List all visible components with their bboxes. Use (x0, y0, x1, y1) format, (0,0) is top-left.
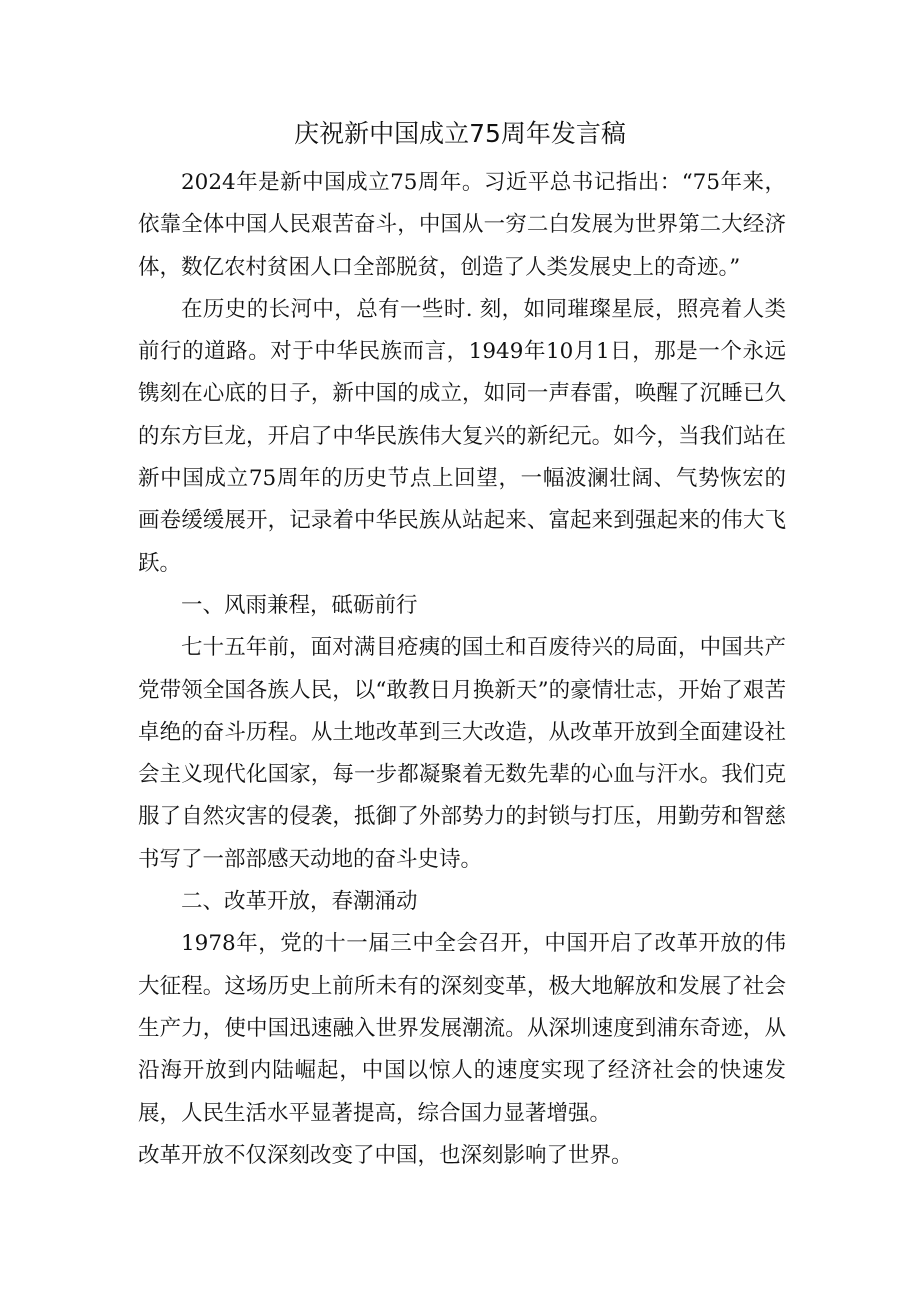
document-title: 庆祝新中国成立75周年发言稿 (294, 119, 626, 148)
paragraph-history: 在历史的长河中，总有一些时. 刻，如同璀璨星辰，照亮着人类前行的道路。对于中华民族而言，1949年10月1日，那是一个永远镌刻在心底的日子，新中国的成立，如同一声春雷，唤醒了沉睡已久的东方巨龙，开启了中华民族伟大复兴的新纪元。如今，当我们站在新中国成立75周年的历史节点上回望，一幅波澜壮阔、气势恢宏的画卷缓缓展开，记录着中华民族从站起来、富起来到强起来的伟大飞跃。 (138, 296, 786, 576)
section-heading-2: 二、改革开放，春潮涌动 (181, 889, 418, 915)
paragraph-section-2: 1978年，党的十一届三中全会召开，中国开启了改革开放的伟大征程。这场历史上前所未有的深刻变革，极大地解放和发展了社会生产力，使中国迅速融入世界发展潮流。从深圳速度到浦东奇迹，从沿海开放到内陆崛起，中国以惊人的速度实现了经济社会的快速发展，人民生活水平显著提高，综合国力显著增强。 (138, 931, 786, 1126)
document-body (138, 162, 786, 1177)
paragraph-section-1: 七十五年前，面对满目疮痍的国土和百废待兴的局面，中国共产党带领全国各族人民，以“敢教日月换新天”的豪情壮志，开始了艰苦卓绝的奋斗历程。从土地改革到三大改造，从改革开放到全面建设社会主义现代化国家，每一步都凝聚着无数先辈的心血与汗水。我们克服了自然灾害的侵袭，抵御了外部势力的封锁与打压，用勤劳和智慈书写了一部部感天动地的奋斗史诗。 (138, 635, 786, 872)
paragraph-intro: 2024年是新中国成立75周年。习近平总书记指出：“75年来，依靠全体中国人民艰苦奋斗，中国从一穷二白发展为世界第二大经济体，数亿农村贫困人口全部脱贫，创造了人类发展史上的奇迹。” (138, 170, 786, 280)
paragraph-closing: 改革开放不仅深刻改变了中国，也深刻影响了世界。 (138, 1142, 633, 1168)
section-heading-1: 一、风雨兼程，砥砺前行 (181, 592, 418, 618)
